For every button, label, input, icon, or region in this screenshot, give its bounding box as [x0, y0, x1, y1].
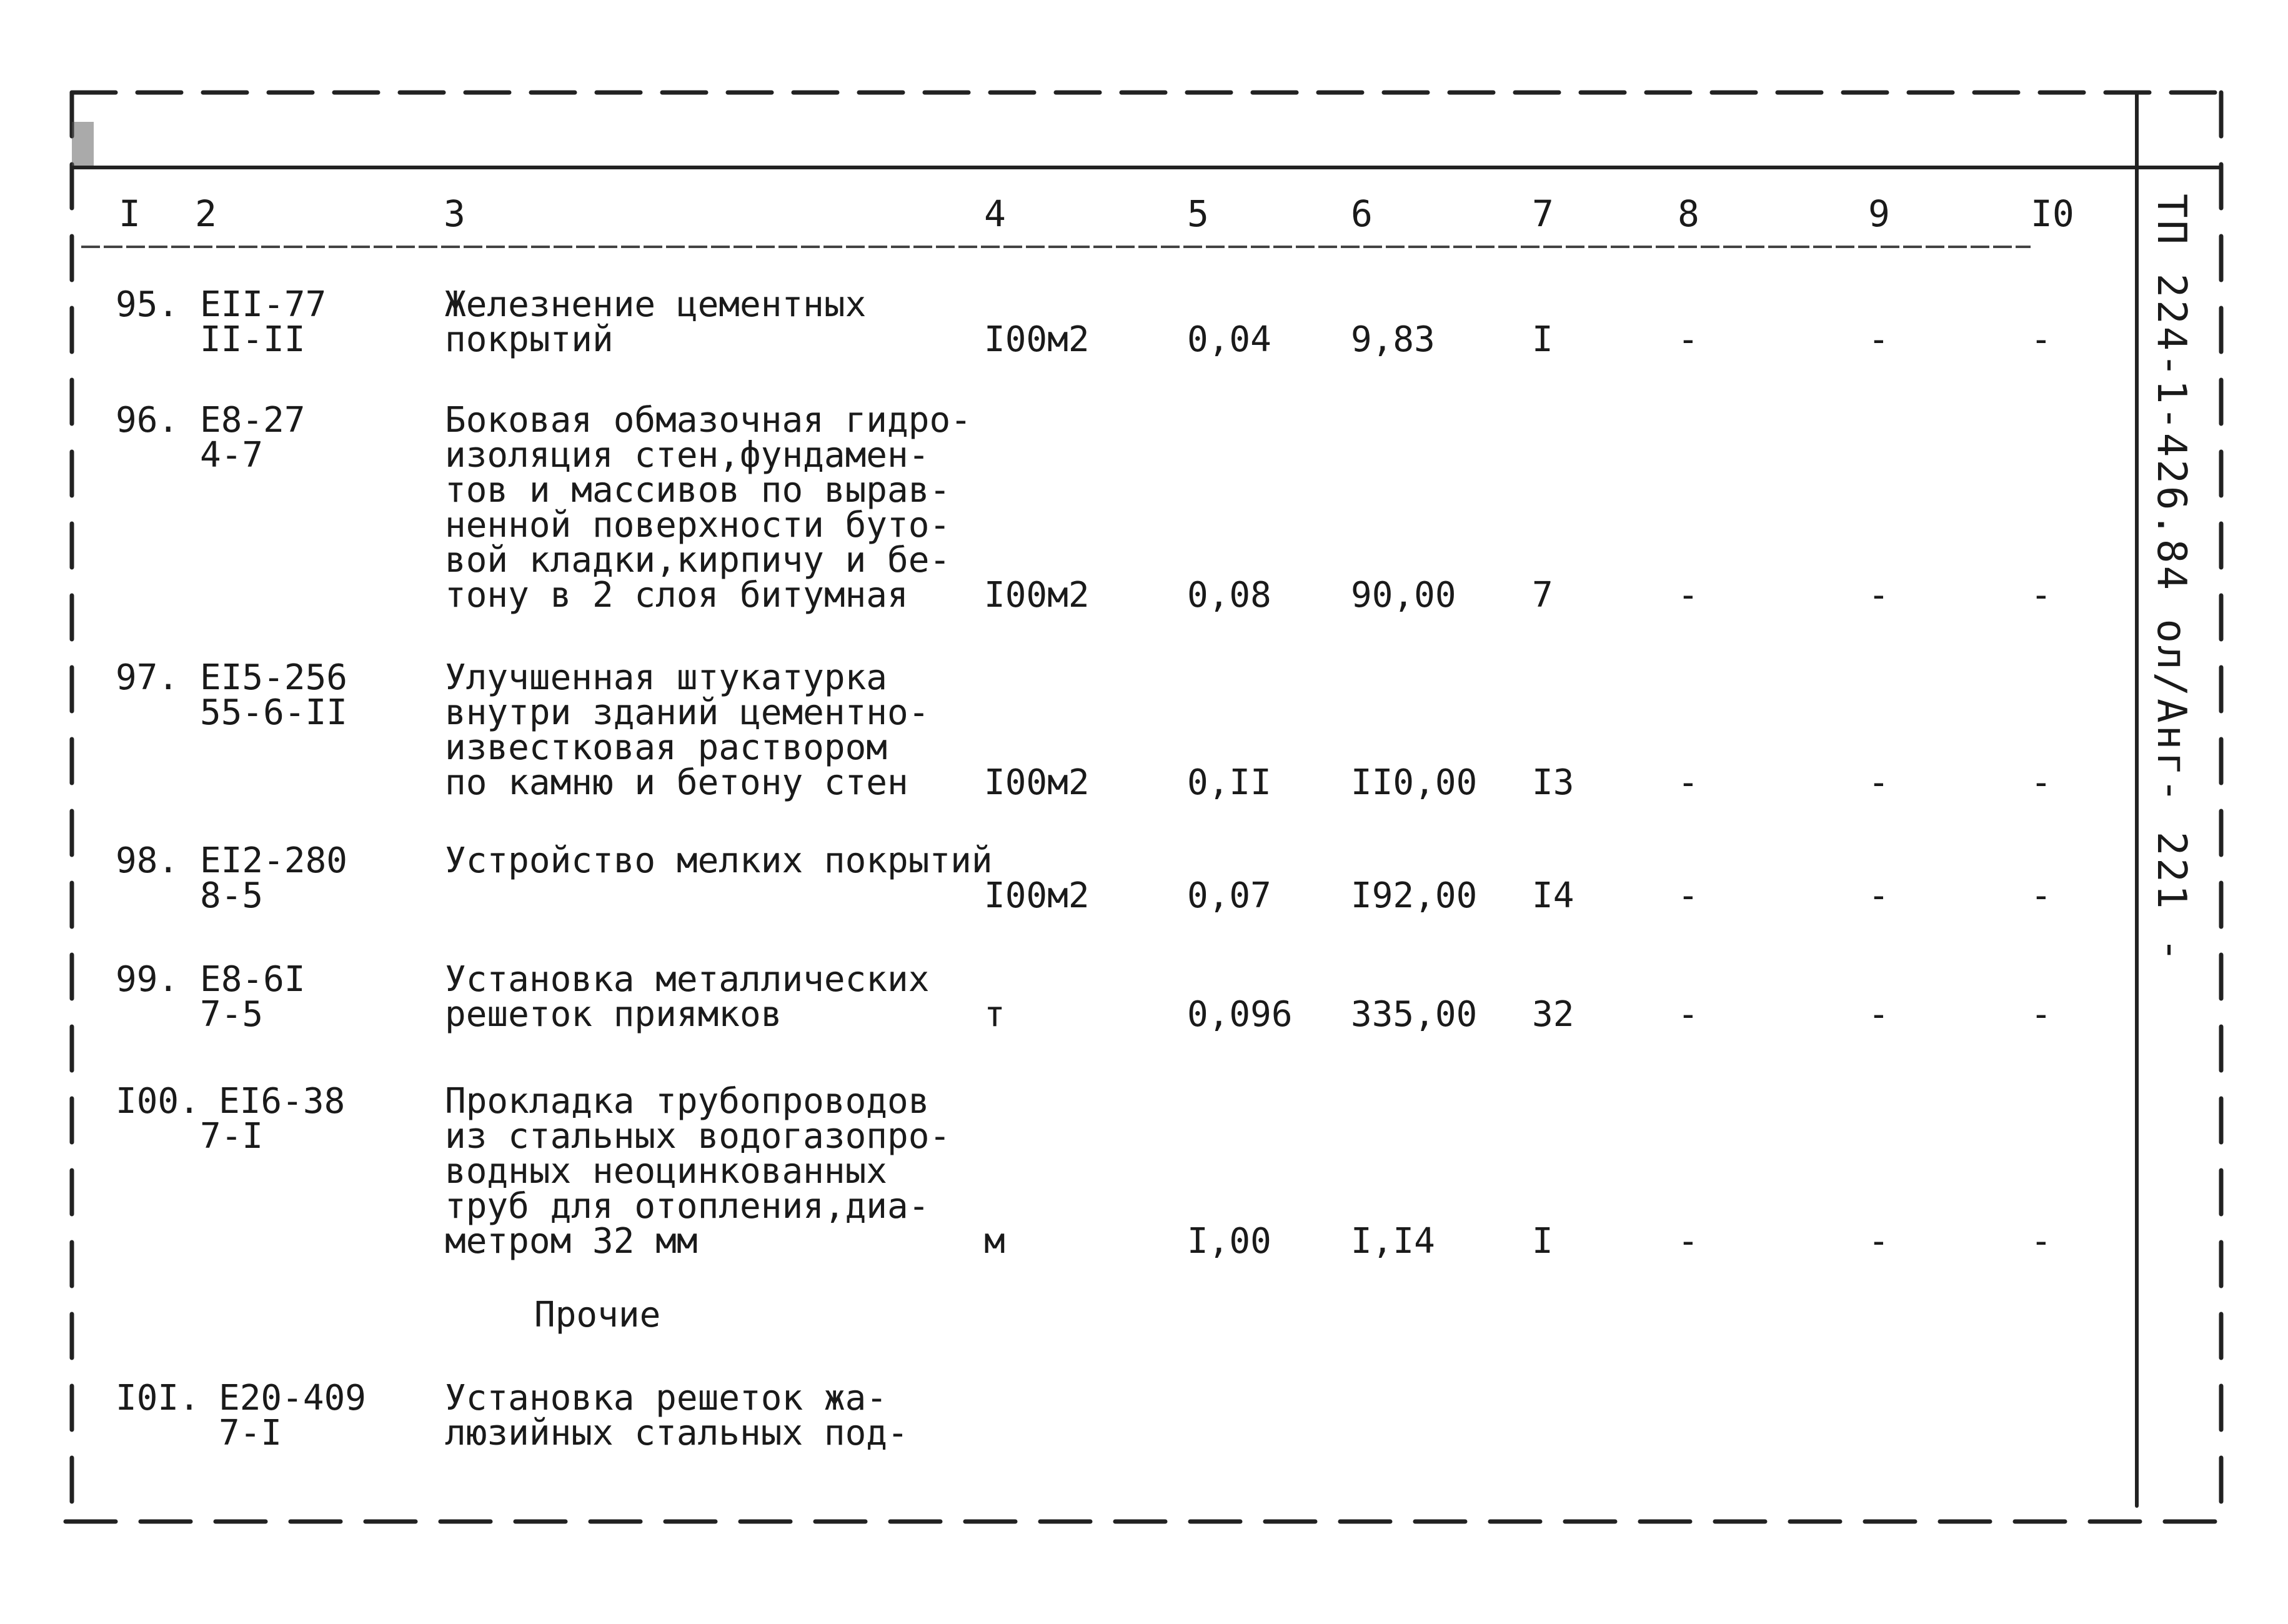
row-desc-line: вой кладки,кирпичу и бе-: [445, 540, 951, 580]
row-unit: I00м2: [984, 762, 1090, 803]
row-col-8: -: [1678, 994, 1699, 1035]
row-code-line: 7-I: [219, 1413, 282, 1453]
row-unit: м: [984, 1221, 1005, 1262]
row-col-8: -: [1678, 575, 1699, 615]
header-col-8: 8: [1678, 192, 1699, 235]
row-col-7: I: [1532, 319, 1553, 360]
row-col-6: I92,00: [1351, 875, 1478, 916]
row-desc-line: известковая раствором: [445, 727, 888, 768]
row-unit: I00м2: [984, 319, 1090, 360]
row-code-line: EI6-38: [219, 1081, 346, 1122]
row-col-10: -: [2031, 994, 2052, 1035]
row-code-line: EII-77: [200, 284, 327, 325]
row-col-6: 9,83: [1351, 319, 1435, 360]
row-desc-line: Боковая обмазочная гидро-: [445, 400, 972, 441]
row-col-7: I3: [1532, 762, 1574, 803]
row-desc-line: по камню и бетону стен: [445, 762, 908, 803]
row-desc-line: из стальных водогазопро-: [445, 1116, 951, 1157]
row-desc-line: Установка решеток жа-: [445, 1378, 888, 1418]
row-col-6: I,I4: [1351, 1221, 1435, 1262]
section-label: Прочие: [534, 1295, 661, 1335]
header-col-4: 4: [984, 192, 1006, 235]
row-code-line: 55-6-II: [200, 692, 348, 733]
row-number: 98.: [116, 840, 179, 881]
row-col-9: -: [1868, 575, 1889, 615]
row-qty: I,00: [1187, 1221, 1271, 1262]
row-desc-line: изоляция стен,фундамен-: [445, 435, 930, 476]
row-number: 96.: [116, 400, 179, 441]
row-col-7: I4: [1532, 875, 1574, 916]
row-code-line: E20-409: [219, 1378, 367, 1418]
row-col-9: -: [1868, 1221, 1889, 1262]
row-col-10: -: [2031, 875, 2052, 916]
row-col-9: -: [1868, 319, 1889, 360]
row-desc-line: ненной поверхности буто-: [445, 505, 951, 545]
row-col-9: -: [1868, 994, 1889, 1035]
row-col-10: -: [2031, 575, 2052, 615]
scan-smudge: [72, 122, 94, 166]
header-col-1: I: [119, 192, 141, 235]
row-desc-line: Улучшенная штукатурка: [445, 657, 888, 698]
row-number: 97.: [116, 657, 179, 698]
row-col-7: I: [1532, 1221, 1553, 1262]
row-number: I00.: [116, 1081, 200, 1122]
row-code-line: E8-6I: [200, 959, 306, 1000]
row-qty: 0,04: [1187, 319, 1271, 360]
header-col-3: 3: [444, 192, 465, 235]
row-col-6: 335,00: [1351, 994, 1478, 1035]
row-code-line: E8-27: [200, 400, 306, 441]
row-qty: 0,II: [1187, 762, 1271, 803]
row-desc-line: решеток приямков: [445, 994, 782, 1035]
row-col-9: -: [1868, 762, 1889, 803]
header-col-6: 6: [1351, 192, 1373, 235]
row-col-8: -: [1678, 875, 1699, 916]
row-desc-line: люзийных стальных под-: [445, 1413, 908, 1453]
row-col-7: 32: [1532, 994, 1574, 1035]
row-code-line: II-II: [200, 319, 306, 360]
row-col-8: -: [1678, 1221, 1699, 1262]
header-col-10: I0: [2031, 192, 2074, 235]
header-col-2: 2: [195, 192, 217, 235]
row-col-10: -: [2031, 1221, 2052, 1262]
row-col-10: -: [2031, 762, 2052, 803]
row-desc-line: Устройство мелких покрытий: [445, 840, 993, 881]
row-col-8: -: [1678, 762, 1699, 803]
row-desc-line: внутри зданий цементно-: [445, 692, 930, 733]
row-unit: I00м2: [984, 875, 1090, 916]
row-col-6: 90,00: [1351, 575, 1456, 615]
row-code-line: 8-5: [200, 875, 264, 916]
row-unit: I00м2: [984, 575, 1090, 615]
row-desc-line: труб для отопления,диа-: [445, 1186, 930, 1227]
row-desc-line: покрытий: [445, 319, 614, 360]
row-number: I0I.: [116, 1378, 200, 1418]
row-desc-line: Установка металлических: [445, 959, 930, 1000]
row-col-9: -: [1868, 875, 1889, 916]
row-col-10: -: [2031, 319, 2052, 360]
row-unit: т: [984, 994, 1005, 1035]
row-desc-line: тону в 2 слоя битумная: [445, 575, 908, 615]
row-code-line: EI2-280: [200, 840, 348, 881]
document-code-stamp: ТП 224-1-426.84 ол/Анг- 221 -: [2148, 194, 2194, 965]
header-col-9: 9: [1868, 192, 1890, 235]
row-code-line: 4-7: [200, 435, 264, 476]
row-desc-line: Прокладка трубопроводов: [445, 1081, 930, 1122]
row-desc-line: водных неоцинкованных: [445, 1151, 888, 1192]
row-code-line: 7-5: [200, 994, 264, 1035]
row-col-7: 7: [1532, 575, 1553, 615]
row-col-8: -: [1678, 319, 1699, 360]
row-number: 99.: [116, 959, 179, 1000]
row-qty: 0,07: [1187, 875, 1271, 916]
row-desc-line: тов и массивов по вырав-: [445, 470, 951, 511]
header-col-7: 7: [1532, 192, 1554, 235]
row-desc-line: метром 32 мм: [445, 1221, 698, 1262]
row-desc-line: Железнение цементных: [445, 284, 867, 325]
row-number: 95.: [116, 284, 179, 325]
header-col-5: 5: [1187, 192, 1209, 235]
row-code-line: EI5-256: [200, 657, 348, 698]
row-col-6: II0,00: [1351, 762, 1478, 803]
row-qty: 0,096: [1187, 994, 1293, 1035]
row-code-line: 7-I: [200, 1116, 264, 1157]
row-qty: 0,08: [1187, 575, 1271, 615]
